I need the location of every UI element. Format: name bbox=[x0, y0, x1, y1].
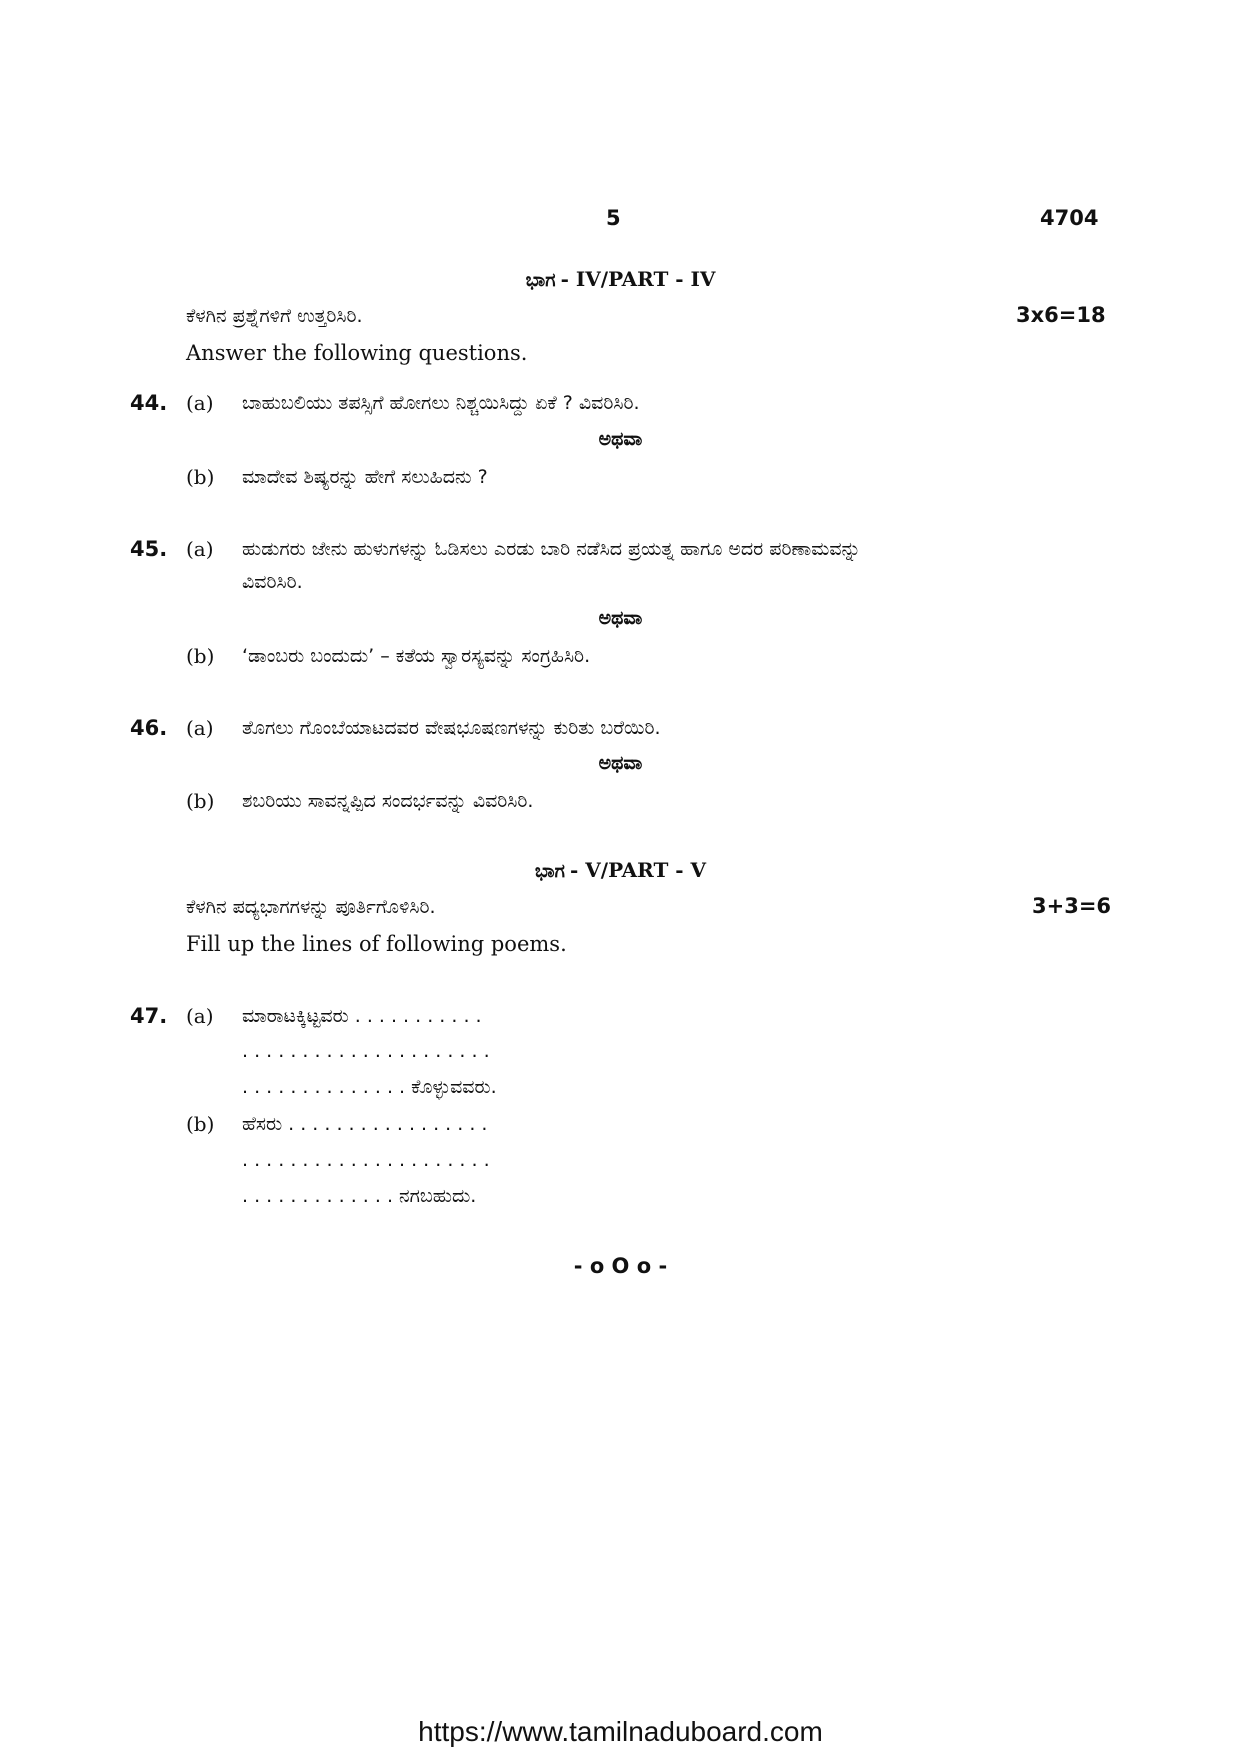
part4-marks: 3x6=18 bbox=[1016, 303, 1106, 327]
paper-code: 4704 bbox=[1040, 206, 1099, 230]
q47-b-line2: . . . . . . . . . . . . . . . . . . . . . bbox=[242, 1149, 490, 1171]
q47-a-line1: ಮಾರಾಟಕ್ಕಿಟ್ಟವರು . . . . . . . . . . . bbox=[242, 1005, 482, 1027]
q47-a-line3: . . . . . . . . . . . . . . ಕೊಳ್ಳುವವರು. bbox=[242, 1076, 497, 1098]
part5-heading-kn: ಭಾಗ bbox=[534, 860, 565, 882]
q47-a-label: (a) bbox=[186, 1004, 214, 1028]
q44-number: 44. bbox=[130, 391, 168, 415]
q45-a-label: (a) bbox=[186, 537, 214, 561]
q46-a-text: ತೊಗಲು ಗೊಂಬೆಯಾಟದವರ ವೇಷಭೂಷಣಗಳನ್ನು ಕುರಿತು ಬರೆಯಿರಿ. bbox=[242, 717, 661, 739]
q45-b-text: ‘ಡಾಂಬರು ಬಂದುದು’ – ಕತೆಯ ಸ್ವಾರಸ್ಯವನ್ನು ಸಂಗ್ರಹಿಸಿರಿ. bbox=[242, 645, 591, 667]
q46-b-text: ಶಬರಿಯು ಸಾವನ್ನಪ್ಪಿದ ಸಂದರ್ಭವನ್ನು ವಿವರಿಸಿರಿ. bbox=[242, 790, 534, 812]
part4-heading-en: - IV/PART - IV bbox=[560, 267, 716, 291]
q45-a-text-line2: ವಿವರಿಸಿರಿ. bbox=[242, 571, 303, 593]
end-mark: - o O o - bbox=[573, 1254, 668, 1278]
part5-marks: 3+3=6 bbox=[1032, 894, 1112, 918]
q46-number: 46. bbox=[130, 716, 168, 740]
q47-b-line1: ಹೆಸರು . . . . . . . . . . . . . . . . . bbox=[242, 1113, 488, 1135]
q44-a-label: (a) bbox=[186, 391, 214, 415]
part5-instruction-en: Fill up the lines of following poems. bbox=[186, 932, 567, 956]
q47-b-label: (b) bbox=[186, 1112, 215, 1136]
part4-instruction-kn: ಕೆಳಗಿನ ಪ್ರಶ್ನೆಗಳಿಗೆ ಉತ್ತರಿಸಿರಿ. bbox=[186, 305, 363, 327]
q47-a-line2: . . . . . . . . . . . . . . . . . . . . . bbox=[242, 1040, 490, 1062]
q44-b-text: ಮಾದೇವ ಶಿಷ್ಯರನ್ನು ಹೇಗೆ ಸಲುಹಿದನು ? bbox=[242, 466, 488, 488]
q46-a-label: (a) bbox=[186, 716, 214, 740]
q45-or: ಅಥವಾ bbox=[598, 607, 643, 629]
q44-or: ಅಥವಾ bbox=[598, 428, 643, 450]
q46-b-label: (b) bbox=[186, 789, 215, 813]
part5-heading-en: - V/PART - V bbox=[569, 858, 707, 882]
q45-b-label: (b) bbox=[186, 644, 215, 668]
q45-a-text-line1: ಹುಡುಗರು ಜೇನು ಹುಳುಗಳನ್ನು ಓಡಿಸಲು ಎರಡು ಬಾರಿ ನಡೆಸಿದ ಪ್ರಯತ್ನ ಹಾಗೂ ಅದರ ಪರಿಣಾಮವನ್ನು bbox=[242, 538, 861, 560]
part5-instruction-kn: ಕೆಳಗಿನ ಪದ್ಯಭಾಗಗಳನ್ನು ಪೂರ್ತಿಗೊಳಿಸಿರಿ. bbox=[186, 896, 436, 918]
q44-b-label: (b) bbox=[186, 465, 215, 489]
q47-b-line3: . . . . . . . . . . . . . ನಗಬಹುದು. bbox=[242, 1185, 477, 1207]
page-number: 5 bbox=[606, 206, 621, 230]
q45-number: 45. bbox=[130, 537, 168, 561]
part4-instruction-en: Answer the following questions. bbox=[186, 341, 528, 365]
footer-url: https://www.tamilnaduboard.com bbox=[418, 1716, 823, 1747]
part5-heading bbox=[0, 858, 1241, 882]
q44-a-text: ಬಾಹುಬಲಿಯು ತಪಸ್ಸಿಗೆ ಹೋಗಲು ನಿಶ್ಚಯಿಸಿದ್ದು ಏಕೆ ? ವಿವರಿಸಿರಿ. bbox=[242, 392, 640, 414]
part4-heading bbox=[0, 267, 1241, 291]
q46-or: ಅಥವಾ bbox=[598, 752, 643, 774]
q47-number: 47. bbox=[130, 1004, 168, 1028]
part4-heading-kn: ಭಾಗ bbox=[525, 269, 556, 291]
